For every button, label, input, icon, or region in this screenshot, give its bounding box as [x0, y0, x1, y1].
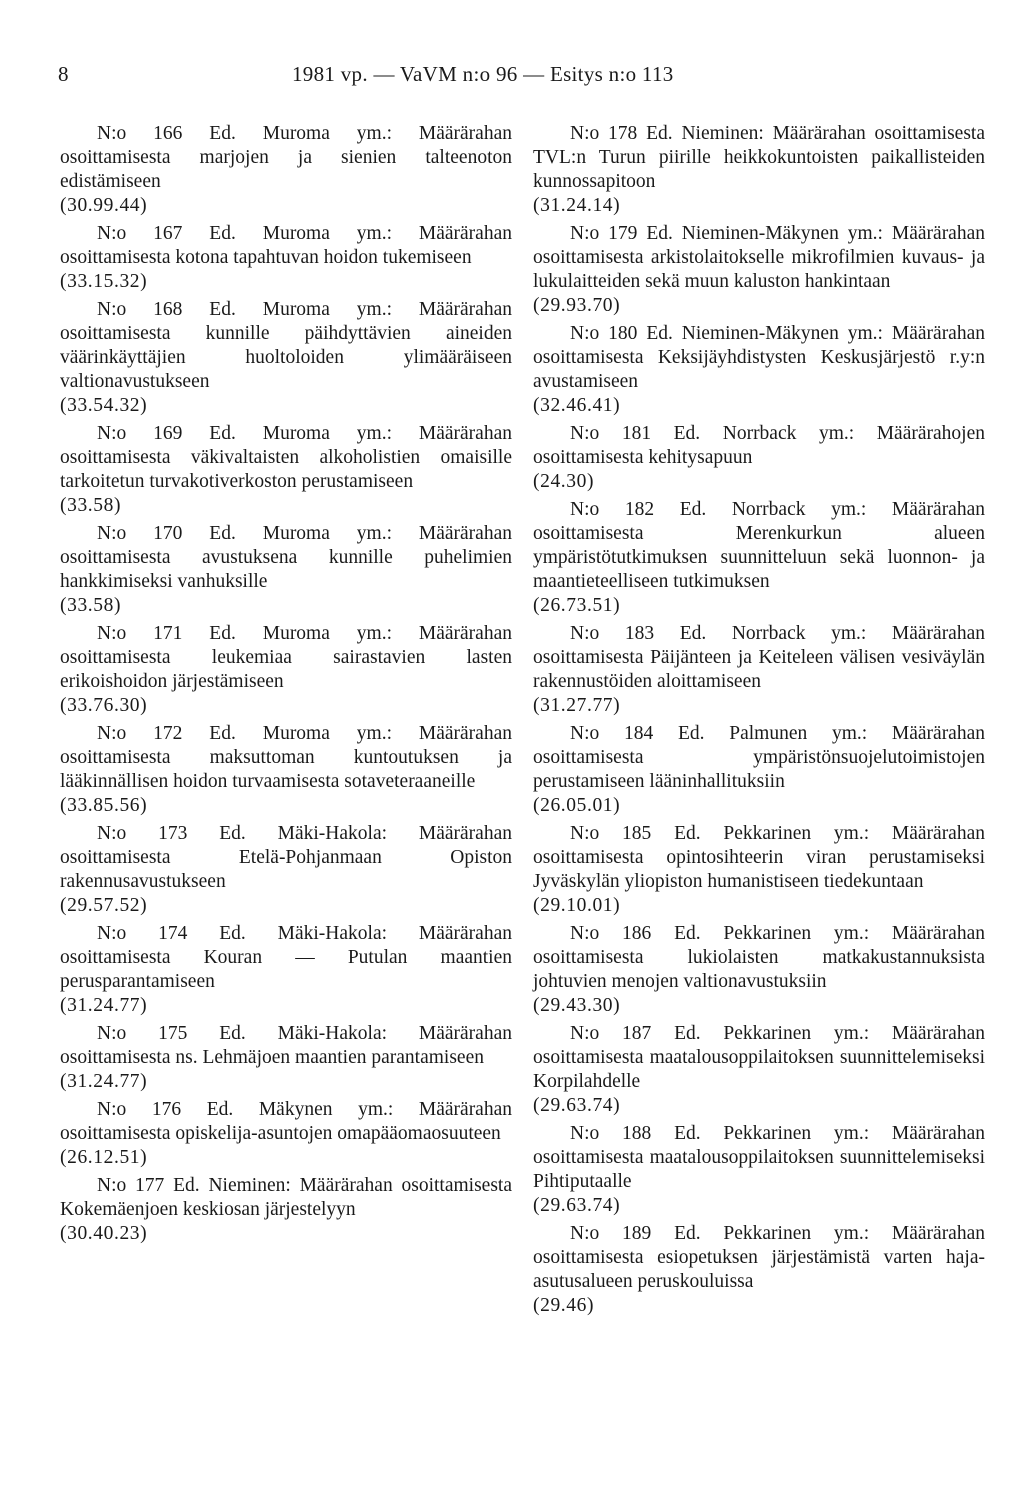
entry-reference: (26.12.51) — [60, 1147, 148, 1168]
list-item — [60, 922, 512, 1018]
entry-reference: (31.24.77) — [60, 1071, 148, 1092]
entry-reference: (31.24.14) — [533, 195, 621, 216]
entry-reference: (32.46.41) — [533, 395, 621, 416]
left-column — [60, 122, 512, 1250]
entry-reference: (31.24.77) — [60, 995, 148, 1016]
entry-reference: (29.63.74) — [533, 1195, 621, 1216]
entry-text: N:o 166 Ed. Muroma ym.: Määrärahan osoittamisesta marjojen ja sienien talteenoton edistämiseen — [60, 123, 512, 192]
list-item — [533, 1222, 985, 1318]
entry-text: N:o 169 Ed. Muroma ym.: Määrärahan osoittamisesta väkivaltaisten alkoholistien omaisille tarkoitetun turvakotiverkoston perustamiseen — [60, 423, 512, 492]
list-item — [533, 822, 985, 918]
entry-text: N:o 182 Ed. Norrback ym.: Määrärahan osoittamisesta Merenkurkun alueen ympäristötutkimuksen suunnitteluun sekä luonnon- ja maantieteelliseen tutkimuksen — [533, 499, 985, 592]
entry-text: N:o 175 Ed. Mäki-Hakola: Määrärahan osoittamisesta ns. Lehmäjoen maantien parantamiseen — [60, 1023, 512, 1068]
list-item — [60, 522, 512, 618]
entry-reference: (26.05.01) — [533, 795, 621, 816]
entry-text: N:o 189 Ed. Pekkarinen ym.: Määrärahan osoittamisesta esiopetuksen järjestämistä varten haja-asutusalueen peruskouluissa — [533, 1223, 985, 1292]
list-item — [533, 622, 985, 718]
list-item — [60, 1098, 512, 1170]
list-item — [533, 422, 985, 494]
entry-text: N:o 176 Ed. Mäkynen ym.: Määrärahan osoittamisesta opiskelija-asuntojen omapääomaosuuteen — [60, 1099, 512, 1144]
entry-reference: (26.73.51) — [533, 595, 621, 616]
entry-text: N:o 168 Ed. Muroma ym.: Määrärahan osoittamisesta kunnille päihdyttävien aineiden väärinkäyttäjien huoltoloiden ylimääräiseen valtionavustukseen — [60, 299, 512, 392]
list-item — [60, 722, 512, 818]
entry-reference: (33.58) — [60, 495, 122, 516]
entry-reference: (33.58) — [60, 595, 122, 616]
entry-reference: (24.30) — [533, 471, 595, 492]
list-item — [533, 922, 985, 1018]
list-item — [533, 498, 985, 618]
entry-text: N:o 187 Ed. Pekkarinen ym.: Määrärahan osoittamisesta maatalousoppilaitoksen suunnittelemiseksi Korpilahdelle — [533, 1023, 985, 1092]
entry-text: N:o 167 Ed. Muroma ym.: Määrärahan osoittamisesta kotona tapahtuvan hoidon tukemiseen — [60, 223, 512, 268]
entry-text: N:o 179 Ed. Nieminen-Mäkynen ym.: Määrärahan osoittamisesta arkistolaitokselle mikrofilmien kuvaus- ja lukulaitteiden sekä muun kaluston hankintaan — [533, 223, 985, 292]
list-item — [533, 322, 985, 418]
entry-reference: (29.46) — [533, 1295, 595, 1316]
entry-text: N:o 185 Ed. Pekkarinen ym.: Määrärahan osoittamisesta opintosihteerin viran perustamiseksi Jyväskylän yliopiston humanistiseen tiedekuntaan — [533, 823, 985, 892]
entry-text: N:o 177 Ed. Nieminen: Määrärahan osoittamisesta Kokemäenjoen keskiosan järjestelyyn — [60, 1175, 512, 1220]
list-item — [533, 122, 985, 218]
entry-reference: (33.76.30) — [60, 695, 148, 716]
entry-text: N:o 186 Ed. Pekkarinen ym.: Määrärahan osoittamisesta lukiolaisten matkakustannuksista johtuvien menojen valtionavustuksiin — [533, 923, 985, 992]
entry-text: N:o 188 Ed. Pekkarinen ym.: Määrärahan osoittamisesta maatalousoppilaitoksen suunnittelemiseksi Pihtiputaalle — [533, 1123, 985, 1192]
entry-reference: (33.85.56) — [60, 795, 148, 816]
list-item — [533, 722, 985, 818]
running-head: 1981 vp. — VaVM n:o 96 — Esitys n:o 113 — [292, 62, 674, 86]
entry-reference: (33.54.32) — [60, 395, 148, 416]
list-item — [533, 1122, 985, 1218]
list-item — [60, 822, 512, 918]
entry-text: N:o 180 Ed. Nieminen-Mäkynen ym.: Määrärahan osoittamisesta Keksijäyhdistysten Keskusjärjestö r.y:n avustamiseen — [533, 323, 985, 392]
list-item — [60, 622, 512, 718]
entry-text: N:o 178 Ed. Nieminen: Määrärahan osoittamisesta TVL:n Turun piirille heikkokuntoisten paikallisteiden kunnossapitoon — [533, 123, 985, 192]
list-item — [60, 122, 512, 218]
entry-text: N:o 170 Ed. Muroma ym.: Määrärahan osoittamisesta avustuksena kunnille puhelimien hankkimiseksi vanhuksille — [60, 523, 512, 592]
entry-text: N:o 184 Ed. Palmunen ym.: Määrärahan osoittamisesta ympäristönsuojelutoimistojen perustamiseen lääninhallituksiin — [533, 723, 985, 792]
entry-text: N:o 173 Ed. Mäki-Hakola: Määrärahan osoittamisesta Etelä-Pohjanmaan Opiston rakennusavustukseen — [60, 823, 512, 892]
list-item — [533, 1022, 985, 1118]
list-item — [60, 422, 512, 518]
entry-text: N:o 183 Ed. Norrback ym.: Määrärahan osoittamisesta Päijänteen ja Keiteleen välisen vesiväylän rakennustöiden aloittamiseen — [533, 623, 985, 692]
entry-reference: (29.10.01) — [533, 895, 621, 916]
entry-reference: (30.40.23) — [60, 1223, 148, 1244]
list-item — [60, 222, 512, 294]
entry-reference: (31.27.77) — [533, 695, 621, 716]
entry-reference: (33.15.32) — [60, 271, 148, 292]
page-header — [0, 62, 1024, 92]
page-number: 8 — [58, 62, 69, 86]
entry-text: N:o 171 Ed. Muroma ym.: Määrärahan osoittamisesta leukemiaa sairastavien lasten erikoishoidon järjestämiseen — [60, 623, 512, 692]
right-column — [533, 122, 985, 1322]
entry-reference: (29.57.52) — [60, 895, 148, 916]
list-item — [533, 222, 985, 318]
entry-reference: (29.43.30) — [533, 995, 621, 1016]
entry-text: N:o 174 Ed. Mäki-Hakola: Määrärahan osoittamisesta Kouran — Putulan maantien perusparantamiseen — [60, 923, 512, 992]
entry-reference: (30.99.44) — [60, 195, 148, 216]
list-item — [60, 1022, 512, 1094]
entry-text: N:o 172 Ed. Muroma ym.: Määrärahan osoittamisesta maksuttoman kuntoutuksen ja lääkinnällisen hoidon turvaamisesta sotaveteraaneille — [60, 723, 512, 792]
entry-reference: (29.93.70) — [533, 295, 621, 316]
list-item — [60, 298, 512, 418]
entry-text: N:o 181 Ed. Norrback ym.: Määrärahojen osoittamisesta kehitysapuun — [533, 423, 985, 468]
entry-reference: (29.63.74) — [533, 1095, 621, 1116]
list-item — [60, 1174, 512, 1246]
